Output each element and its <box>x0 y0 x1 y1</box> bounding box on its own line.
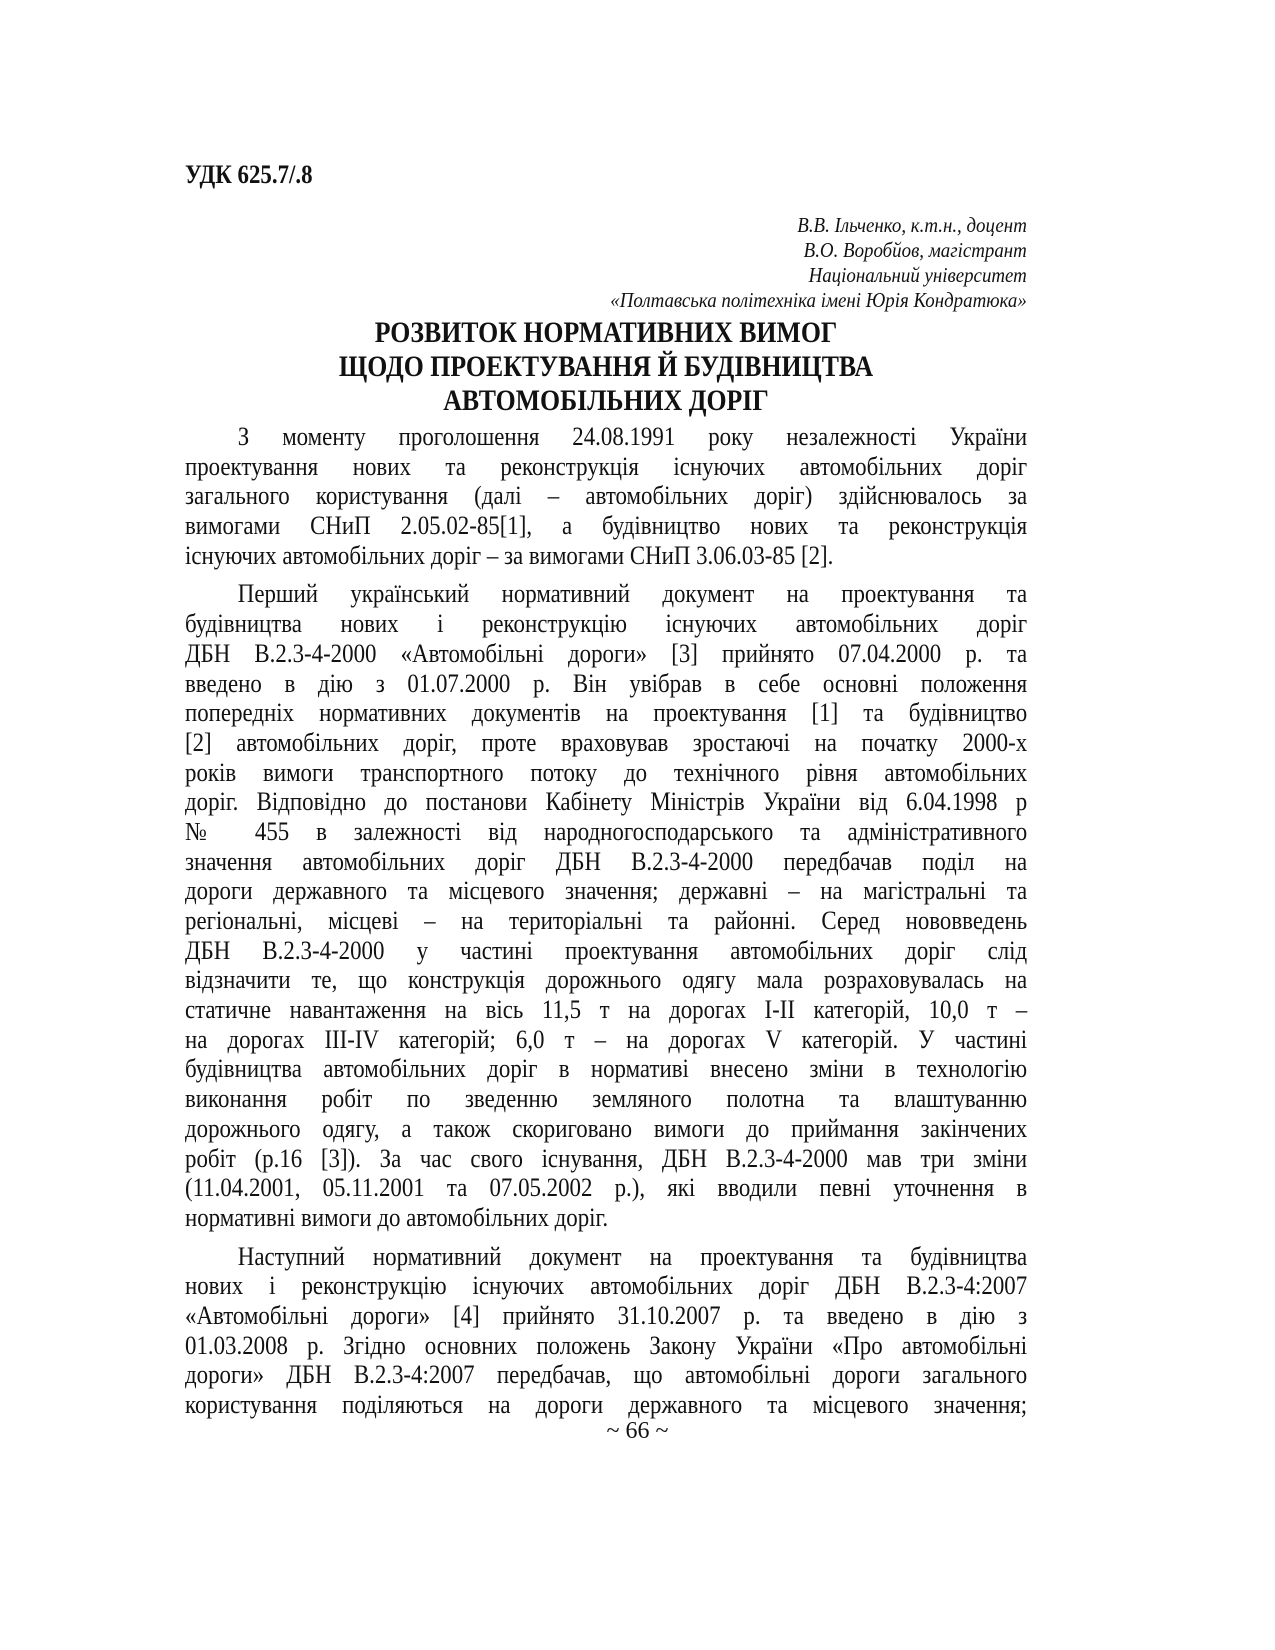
text-line: регіональні, місцеві – на територіальні та районні. Серед нововведень <box>185 906 1028 935</box>
text-line: значення автомобільних доріг ДБН В.2.3-4-2000 передбачав поділ на <box>185 846 1028 876</box>
text-line: введено в дію з 01.07.2000 р. Він увібрав в себе основні положення <box>185 668 1028 698</box>
text-line: будівництва нових і реконструкцію існуючих автомобільних доріг <box>185 609 1028 639</box>
text-line: попередніх нормативних документів на проектування [1] та будівництво <box>185 698 1028 728</box>
paragraph <box>185 422 1027 570</box>
text-line: нормативні вимоги до автомобільних доріг. <box>185 1202 609 1232</box>
text-line: ДБН В.2.3-4-2000 у частині проектування автомобільних доріг слід <box>185 935 1028 965</box>
paragraph <box>185 1242 1027 1420</box>
text-line: дороги державного та місцевого значення; державні – на магістральні та <box>185 876 1028 906</box>
text-line: [2] автомобільних доріг, проте враховував зростаючі на початку 2000-х <box>185 727 1028 757</box>
text-line: Перший український нормативний документ на проектування та <box>237 579 1028 609</box>
title-line: ЩОДО ПРОЕКТУВАННЯ Й БУДІВНИЦТВА <box>338 350 874 383</box>
text-line: «Автомобільні дороги» [4] прийнято 31.10.2007 р. та введено в дію з <box>185 1300 1028 1330</box>
text-line: доріг. Відповідно до постанови Кабінету Міністрів України від 6.04.1998 р <box>185 787 1028 817</box>
text-line: відзначити те, що конструкція дорожнього одягу мала розраховувалась на <box>185 965 1028 995</box>
author-1: В.В. Ільченко, к.т.н., доцент <box>797 213 1027 237</box>
text-line: виконання робіт по зведенню земляного полотна та влаштуванню <box>185 1084 1028 1114</box>
text-line: нових і реконструкцію існуючих автомобільних доріг ДБН В.2.3-4:2007 <box>185 1271 1028 1301</box>
text-line: ДБН В.2.3-4-2000 «Автомобільні дороги» [3] прийнято 07.04.2000 р. та <box>185 638 1028 668</box>
text-line: статичне навантаження на вісь 11,5 т на дорогах I-II категорій, 10,0 т – <box>185 995 1028 1025</box>
text-line: користування поділяються на дороги державного та місцевого значення; <box>185 1390 1028 1419</box>
text-line: дороги» ДБН В.2.3-4:2007 передбачав, що автомобільні дороги загального <box>185 1360 1028 1390</box>
affiliation: Національний університет <box>808 263 1027 287</box>
title-line: РОЗВИТОК НОРМАТИВНИХ ВИМОГ <box>374 316 838 349</box>
affiliation-name: «Полтавська політехніка імені Юрія Кондратюка» <box>610 288 1027 312</box>
udk-code: УДК 625.7/.8 <box>185 160 313 189</box>
text-line: дорожнього одягу, а також скориговано вимоги до приймання закінчених <box>185 1113 1028 1143</box>
article-title <box>185 316 1027 418</box>
text-line: на дорогах III-IV категорій; 6,0 т – на дорогах V категорій. У частині <box>185 1024 1028 1054</box>
body-text <box>185 422 1027 1429</box>
text-line: 01.03.2008 р. Згідно основних положень Закону України «Про автомобільні <box>185 1330 1028 1360</box>
paragraph <box>185 579 1027 1232</box>
author-block <box>564 213 1027 313</box>
text-line: № 455 в залежності від народногосподарського та адміністративного <box>185 816 1028 846</box>
text-line: існуючих автомобільних доріг – за вимогами СНиП 3.06.03-85 [2]. <box>185 540 834 570</box>
title-line: АВТОМОБІЛЬНИХ ДОРІГ <box>443 384 769 417</box>
text-line: вимогами СНиП 2.05.02-85[1], а будівництво нових та реконструкція <box>185 511 1028 541</box>
page-number: ~ 66 ~ <box>606 1418 669 1444</box>
text-line: будівництва автомобільних доріг в нормативі внесено зміни в технологію <box>185 1054 1028 1084</box>
text-line: років вимоги транспортного потоку до технічного рівня автомобільних <box>185 757 1028 787</box>
author-2: В.О. Воробйов, магістрант <box>803 238 1027 262</box>
text-line: загального користування (далі – автомобільних доріг) здійснювалось за <box>185 481 1028 511</box>
text-line: З моменту проголошення 24.08.1991 року незалежності України <box>237 422 1028 451</box>
text-line: робіт (р.16 [3]). За час свого існування, ДБН В.2.3-4-2000 мав три зміни <box>185 1143 1028 1173</box>
text-line: (11.04.2001, 05.11.2001 та 07.05.2002 р.), які вводили певні уточнення в <box>185 1173 1028 1203</box>
text-line: Наступний нормативний документ на проектування та будівництва <box>237 1241 1028 1271</box>
text-line: проектування нових та реконструкція існуючих автомобільних доріг <box>185 451 1028 481</box>
